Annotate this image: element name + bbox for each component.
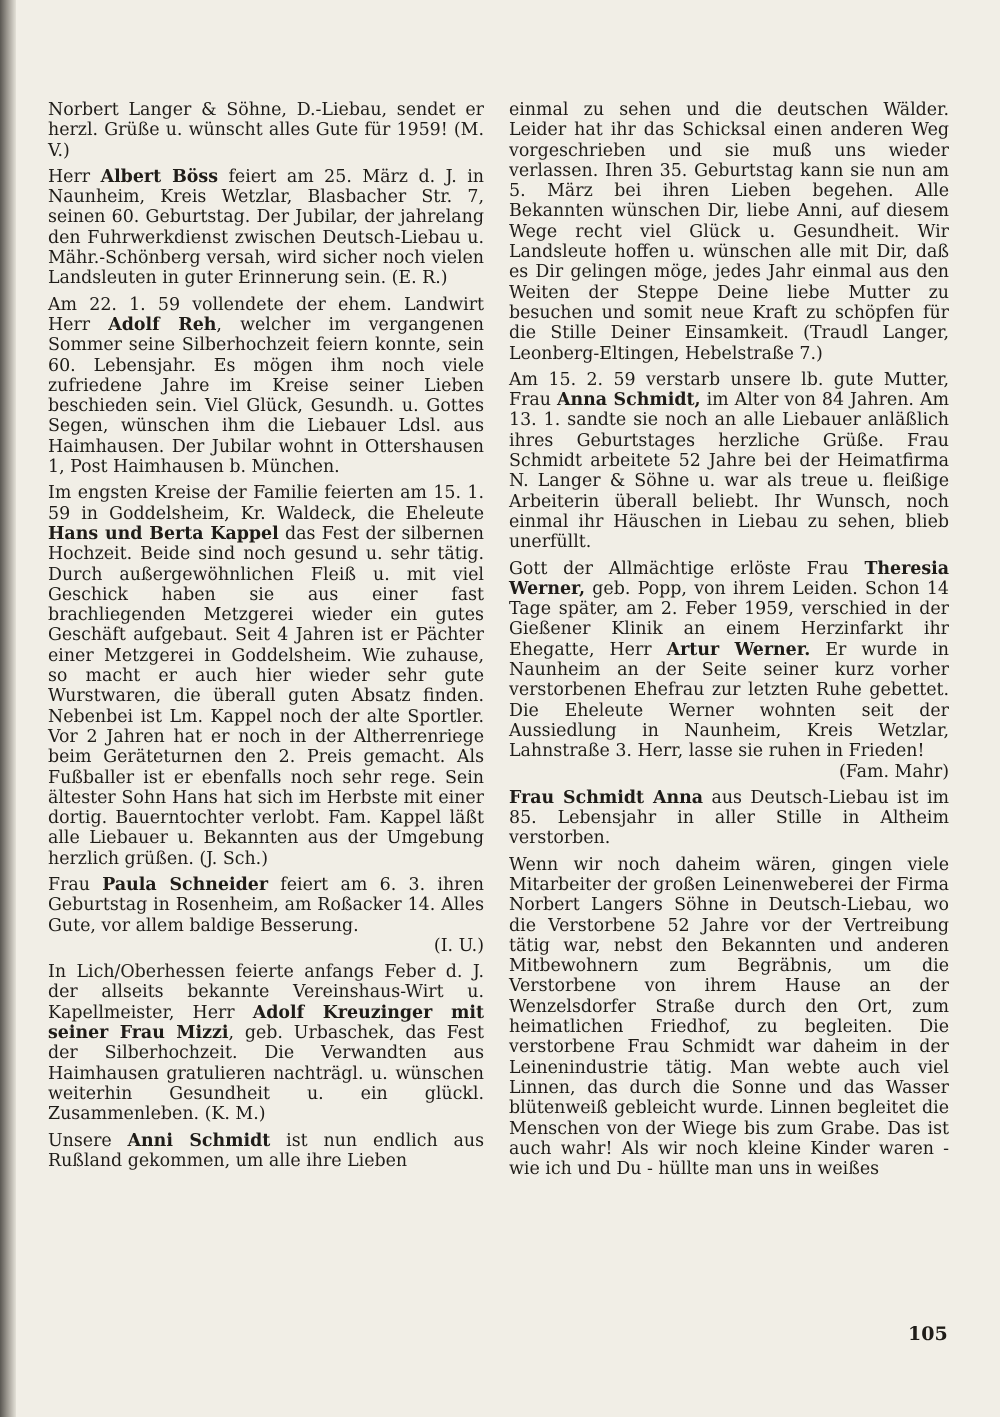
- left-column: [48, 100, 484, 1177]
- entry-anni-schmidt-continued: einmal zu sehen und die deutschen Wälder. Leider hat ihr das Schicksal einen anderen Weg vorgeschrieben und sie muß uns wieder verlassen. Ihren 35. Geburtstag kann sie nun am 5. März bei ihren Lieben begehen. Alle Bekannten wünschen Dir, liebe Anni, auf diesem Wege recht viel Glück u. Gesundheit. Wir Landsleute hoffen u. wünschen alle mit Dir, daß es Dir gelingen möge, jedes Jahr einmal aus den Weiten der Steppe Deine liebe Mutter zu besuchen und somit neue Kraft zu schöpfen für die Stille Deiner Einsamkeit. (Traudl Langer, Leonberg-Eltingen, Hebelstraße 7.): [509, 100, 949, 364]
- entry-reh-birthday: Am 22. 1. 59 vollendete der ehem. Landwirt Herr Adolf Reh, welcher im vergangenen Sommer seine Silberhochzeit feiern konnte, sein 60. Lebensjahr. Es mögen ihm noch viele zufriedene Jahre im Kreise seiner Lieben beschieden sein. Viel Glück, Gesundh. u. Gottes Segen, wünschen ihm die Liebauer Ldsl. aus Haimhausen. Der Jubilar wohnt in Ottershausen 1, Post Haimhausen b. München.: [48, 294, 484, 478]
- entry-boess-birthday: Herr Albert Böss feiert am 25. März d. J. in Naunheim, Kreis Wetzlar, Blasbacher Str. 7, seinen 60. Geburtstag. Der Jubilar, der jahrelang den Fuhrwerkdienst zwischen Deutsch-Liebau u. Mähr.-Schönberg versah, wird sicher noch vielen Landsleuten in guter Erinnerung sein. (E. R.): [48, 166, 484, 289]
- person-name: Hans und Berta Kappel: [48, 523, 279, 544]
- person-name: Frau Schmidt Anna: [509, 787, 704, 808]
- page-number: 105: [908, 1323, 948, 1345]
- person-name: Theresia Werner,: [509, 558, 949, 599]
- entry-kappel-anniversary: Im engsten Kreise der Familie feierten am 15. 1. 59 in Goddelsheim, Kr. Waldeck, die Eheleute Hans und Berta Kappel das Fest der silbernen Hochzeit. Beide sind noch gesund u. sehr tätig. Durch außergewöhnlichen Fleiß u. mit viel Geschick haben sie aus einer fast brachliegenden Metzgerei wieder ein gutes Geschäft aufgebaut. Seit 4 Jahren ist er Pächter einer Metzgerei in Goddelsheim. Wie zuhause, so macht er auch hier wieder sehr gute Wurstwaren, die überall guten Absatz finden. Nebenbei ist Lm. Kappel noch der alte Sportler. Vor 2 Jahren hat er noch in der Altherrenriege beim Geräteturnen den 2. Preis gemacht. Als Fußballer ist er ebenfalls noch sehr rege. Sein ältester Sohn Hans hat sich im Herbste mit einer dortig. Bauerntochter verlobt. Fam. Kappel läßt alle Liebauer u. Bekannten aus der Umgebung herzlich grüßen. (J. Sch.): [48, 483, 484, 869]
- entry-anna-schmidt-death: Am 15. 2. 59 verstarb unsere lb. gute Mutter, Frau Anna Schmidt, im Alter von 84 Jahren. Am 13. 1. sandte sie noch an alle Liebauer anläßlich ihres Geburtstages herzliche Grüße. Frau Schmidt arbeitete 52 Jahre bei der Heimatfirma N. Langer & Söhne u. war als treue u. fleißige Arbeiterin überall beliebt. Ihr Wunsch, noch einmal ihr Häuschen in Liebau zu sehen, blieb unerfüllt.: [509, 369, 949, 553]
- entry-linen-memory: Wenn wir noch daheim wären, gingen viele Mitarbeiter der großen Leinenweberei der Firma Norbert Langers Söhne in Deutsch-Liebau, wo die Verstorbene 52 Jahre vor der Vertreibung tätig war, nebst den Bekannten und anderen Mitbewohnern zum Begräbnis, um die Verstorbene von ihrem Hause an der Wenzelsdorfer Straße durch den Ort, zum heimatlichen Friedhof, zu begleiten. Die verstorbene Frau Schmidt war daheim in der Leinenindustrie tätig. Man webte auch viel Linnen, das durch die Sonne und das Wasser blütenweiß gebleicht wurde. Linnen begleitet die Menschen von der Wiege bis zum Grabe. Das ist auch wahr! Als wir noch kleine Kinder waren - wie ich und Du - hüllte man uns in weißes: [509, 854, 949, 1180]
- entry-werner-death: Gott der Allmächtige erlöste Frau Theresia Werner, geb. Popp, von ihrem Leiden. Schon 14 Tage später, am 2. Feber 1959, verschied in der Gießener Klinik an einem Herzinfarkt ihr Ehegatte, Herr Artur Werner. Er wurde in Naunheim an der Seite seiner kurz vorher verstorbenen Ehefrau zur letzten Ruhe gebettet. Die Eheleute Werner wohnten seit der Aussiedlung in Naunheim, Kreis Wetzlar, Lahnstraße 3. Herr, lasse sie ruhen in Frieden! (Fam. Mahr): [509, 558, 950, 782]
- person-name: Albert Böss: [100, 166, 218, 187]
- person-name: Artur Werner.: [666, 639, 811, 660]
- right-column: [509, 100, 949, 1185]
- entry-schmidt-anna-death: Frau Schmidt Anna aus Deutsch-Liebau ist im 85. Lebensjahr in aller Stille in Altheim verstorben.: [509, 787, 949, 849]
- signature: (I. U.): [433, 935, 484, 956]
- entry-anni-schmidt: Unsere Anni Schmidt ist nun endlich aus Rußland gekommen, um alle ihre Lieben: [48, 1130, 484, 1171]
- binding-gutter: [0, 0, 16, 1417]
- person-name: Paula Schneider: [102, 874, 268, 895]
- entry-kreuzinger-anniversary: In Lich/Oberhessen feierte anfangs Feber d. J. der allseits bekannte Vereinshaus-Wirt u. Kapellmeister, Herr Adolf Kreuzinger mit seiner Frau Mizzi, geb. Urbaschek, das Fest der Silberhochzeit. Die Verwandten aus Haimhausen gratulieren nachträgl. u. wünschen weiterhin Gesundheit u. ein glückl. Zusammenleben. (K. M.): [48, 962, 484, 1125]
- signature: (Fam. Mahr): [838, 761, 949, 782]
- entry-langer-greeting: Norbert Langer & Söhne, D.-Liebau, sendet er herzl. Grüße u. wünscht alles Gute für 1959! (M. V.): [48, 100, 484, 161]
- person-name: Anni Schmidt: [127, 1130, 271, 1151]
- entry-schneider-birthday: Frau Paula Schneider feiert am 6. 3. ihren Geburtstag in Rosenheim, am Roßacker 14. Alles Gute, vor allem baldige Besserung. (I. U.): [48, 874, 484, 956]
- person-name: Adolf Reh: [108, 314, 217, 335]
- person-name: Adolf Kreuzinger mit seiner Frau Mizzi: [48, 1002, 484, 1044]
- person-name: Anna Schmidt,: [556, 390, 701, 411]
